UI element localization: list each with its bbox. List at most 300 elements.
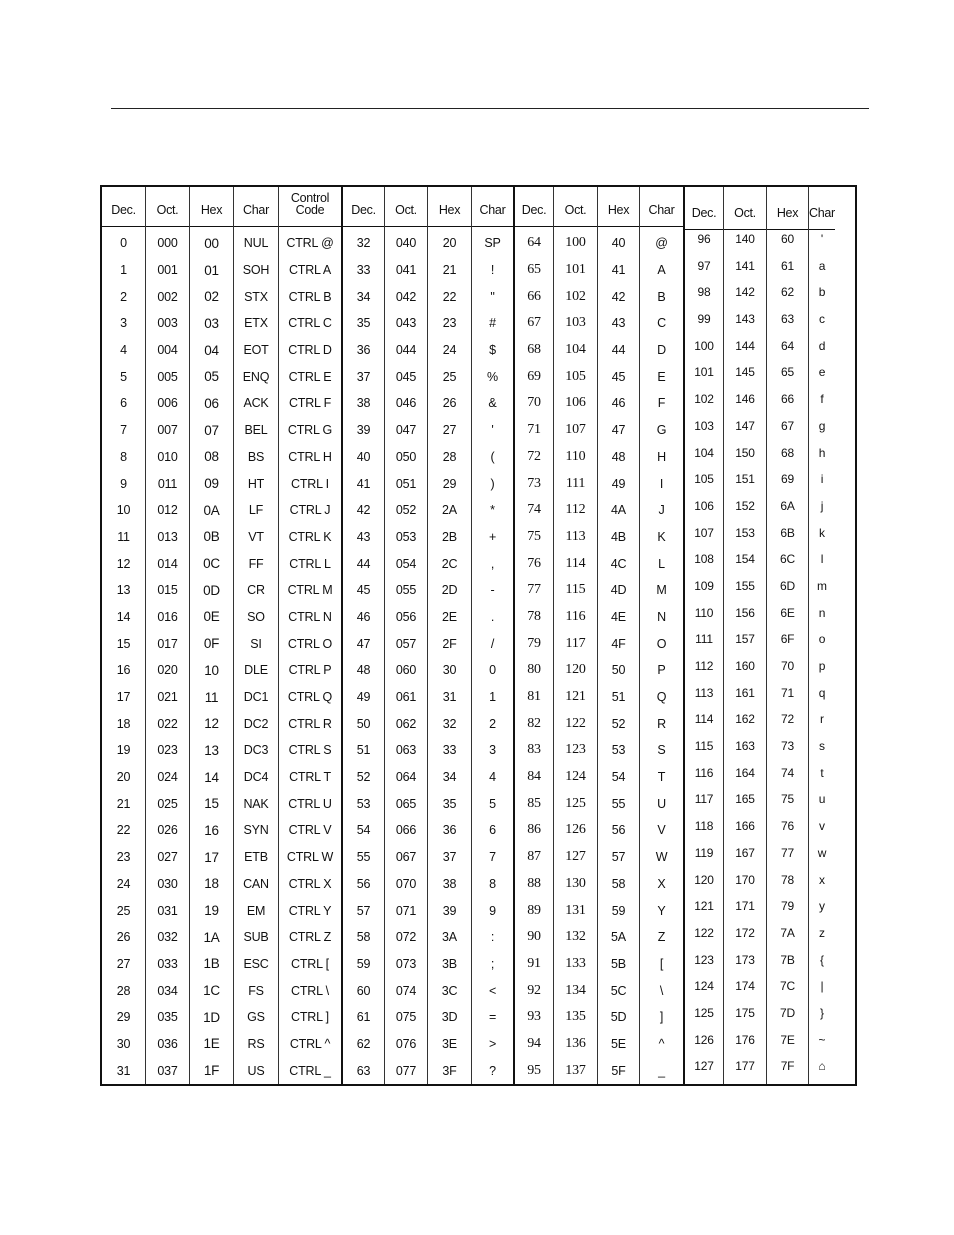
table-cell: 104	[694, 445, 714, 460]
table-cell: 061	[395, 690, 417, 705]
table-cell: 12	[116, 556, 131, 571]
table-cell: CTRL I	[291, 476, 329, 491]
table-cell: 78	[527, 608, 541, 624]
table-cell: I	[659, 476, 664, 491]
table-cell: N	[657, 609, 666, 624]
table-cell: 83	[527, 742, 541, 758]
table-cell: 031	[157, 903, 178, 918]
table-cell: B	[657, 289, 666, 304]
table-cell: $	[489, 343, 496, 358]
table-cell: 070	[395, 876, 417, 891]
table-cell: 39	[356, 423, 371, 438]
table-cell: 53	[356, 796, 371, 811]
oct-header: Oct.	[146, 187, 189, 227]
table-cell: 0D	[203, 582, 220, 598]
table-cell: 92	[527, 982, 541, 998]
table-cell: %	[487, 369, 498, 384]
table-cell: u	[818, 792, 826, 807]
table-cell: 3A	[442, 930, 457, 945]
control-code-column	[278, 187, 341, 1084]
table-cell: CTRL ]	[291, 1010, 329, 1025]
table-cell: 48	[356, 663, 371, 678]
table-cell: 44	[356, 556, 371, 571]
table-cell: NUL	[243, 236, 269, 251]
table-cell: 11	[204, 689, 219, 705]
table-cell: 4	[489, 770, 496, 785]
block-96-127	[683, 187, 835, 1084]
table-cell: 82	[527, 715, 541, 731]
table-cell: 21	[116, 796, 131, 811]
table-cell: 28	[442, 449, 457, 464]
table-cell: 78	[781, 872, 794, 887]
table-cell: 120	[565, 662, 586, 678]
table-cell: 135	[565, 1009, 586, 1025]
table-cell: F	[657, 396, 666, 411]
table-cell: 164	[735, 765, 755, 780]
table-cell: CTRL @	[286, 236, 334, 251]
table-cell: 3	[120, 316, 127, 331]
table-cell: DC4	[243, 770, 269, 785]
hex-header: Hex	[428, 187, 471, 227]
table-cell: CR	[247, 583, 265, 598]
table-cell: 147	[735, 418, 755, 433]
table-cell: 0	[120, 236, 127, 251]
table-cell: 111	[695, 632, 713, 647]
table-cell: 114	[565, 555, 586, 571]
table-cell: 75	[781, 792, 794, 807]
table-cell: 166	[735, 819, 755, 834]
table-cell: 4	[120, 343, 127, 358]
table-cell: 3F	[442, 1063, 457, 1078]
table-cell: T	[657, 770, 666, 785]
table-cell: 74	[781, 765, 794, 780]
table-cell: SYN	[243, 823, 269, 838]
table-cell: 154	[735, 552, 755, 567]
table-cell: 4B	[611, 529, 626, 544]
table-cell: 55	[611, 796, 626, 811]
table-cell: 075	[395, 1010, 417, 1025]
table-cell: CTRL E	[288, 369, 332, 384]
table-cell: 116	[565, 608, 586, 624]
table-cell: !	[490, 263, 495, 278]
hex-column	[597, 187, 639, 1084]
table-cell: 119	[694, 845, 714, 860]
table-cell: 31	[442, 690, 457, 705]
table-cell: 0	[489, 663, 496, 678]
table-cell: CTRL ^	[289, 1036, 331, 1051]
table-cell: 106	[565, 395, 586, 411]
table-cell: {	[820, 952, 824, 967]
table-cell: 22	[442, 289, 457, 304]
table-cell: P	[657, 663, 666, 678]
table-cell: l	[820, 552, 824, 567]
table-cell: 064	[395, 770, 417, 785]
table-cell: CTRL X	[288, 876, 332, 891]
table-cell: b	[818, 285, 826, 300]
table-cell: 39	[442, 903, 457, 918]
table-cell: 004	[157, 343, 178, 358]
table-cell: 41	[611, 263, 626, 278]
table-cell: :	[490, 930, 495, 945]
table-cell: SOH	[242, 263, 270, 278]
table-cell: 52	[356, 770, 371, 785]
table-cell: 012	[157, 503, 178, 518]
block-64-95	[513, 187, 683, 1084]
table-cell: CTRL T	[289, 770, 331, 785]
table-cell: 051	[395, 476, 417, 491]
table-cell: 176	[735, 1032, 755, 1047]
table-cell: 60	[781, 232, 794, 246]
table-cell: 40	[356, 449, 371, 464]
table-cell: 4E	[611, 609, 626, 624]
table-cell: 79	[527, 635, 541, 651]
table-cell: &	[488, 396, 497, 411]
table-cell: 34	[442, 770, 457, 785]
table-cell: Q	[656, 690, 667, 705]
table-cell: 45	[356, 583, 371, 598]
table-cell: 6D	[780, 578, 795, 593]
hex-column	[189, 187, 233, 1084]
table-cell: LF	[248, 503, 264, 518]
table-cell: 7D	[780, 1005, 795, 1020]
table-cell: 29	[116, 1010, 131, 1025]
char-header: Char	[809, 187, 835, 230]
char-column	[233, 187, 278, 1084]
table-cell: 01	[204, 262, 219, 278]
table-cell: 00	[204, 235, 219, 251]
table-cell: 067	[395, 850, 417, 865]
table-cell: CTRL F	[288, 396, 332, 411]
control-code-header	[279, 187, 341, 227]
table-cell: C	[657, 316, 666, 331]
table-cell: 49	[611, 476, 626, 491]
table-cell: 042	[395, 289, 417, 304]
table-cell: 020	[157, 663, 178, 678]
table-cell: ESC	[243, 956, 269, 971]
table-cell: 016	[157, 609, 178, 624]
table-cell: 89	[527, 902, 541, 918]
table-cell: 73	[781, 739, 794, 754]
table-cell: 5A	[611, 930, 626, 945]
table-cell: BS	[247, 449, 265, 464]
table-cell: GS	[247, 1010, 265, 1025]
table-cell: S	[657, 743, 666, 758]
table-cell: 46	[356, 609, 371, 624]
table-cell: 61	[356, 1010, 371, 1025]
table-cell: 057	[395, 636, 417, 651]
table-cell: 022	[157, 716, 178, 731]
table-cell: 4D	[610, 583, 627, 598]
table-cell: c	[819, 312, 825, 327]
table-cell: 4F	[611, 636, 626, 651]
table-cell: 3D	[441, 1010, 458, 1025]
table-cell: CTRL O	[287, 636, 333, 651]
table-cell: e	[818, 365, 826, 380]
table-cell: (	[490, 449, 495, 464]
table-cell: 51	[611, 690, 626, 705]
table-cell: 08	[204, 449, 219, 465]
table-cell: x	[819, 872, 825, 887]
dec-header: Dec.	[102, 187, 145, 227]
table-cell: 046	[395, 396, 417, 411]
table-cell: [	[659, 956, 664, 971]
table-cell: SP	[484, 236, 501, 251]
table-cell: '	[491, 423, 494, 438]
table-cell: 99	[697, 312, 711, 327]
table-cell: FF	[248, 556, 264, 571]
table-cell: 0E	[203, 609, 220, 625]
table-cell: X	[657, 876, 666, 891]
table-cell: HT	[247, 476, 265, 491]
table-cell: CTRL G	[287, 423, 333, 438]
table-cell: 7B	[780, 952, 795, 967]
table-cell: 121	[565, 689, 586, 705]
table-cell: *	[490, 503, 495, 518]
table-cell: 111	[565, 475, 586, 491]
table-cell: DC1	[243, 690, 269, 705]
table-cell: 97	[697, 258, 711, 273]
table-cell: 7C	[780, 979, 795, 994]
table-cell: SI	[250, 636, 262, 651]
table-cell: 94	[527, 1035, 541, 1051]
table-cell: 2B	[442, 529, 457, 544]
table-cell: K	[657, 529, 666, 544]
table-cell: 7F	[780, 1059, 795, 1074]
table-cell: 1B	[203, 956, 220, 972]
table-cell: 98	[697, 285, 711, 300]
table-cell: 2F	[442, 636, 457, 651]
table-cell: 122	[694, 925, 714, 940]
table-cell: 3	[489, 743, 496, 758]
table-cell: 58	[356, 930, 371, 945]
table-cell: 54	[611, 770, 626, 785]
table-cell: 047	[395, 423, 417, 438]
table-cell: 87	[527, 849, 541, 865]
table-cell: /	[490, 636, 495, 651]
table-cell: 033	[157, 956, 178, 971]
hex-header: Hex	[190, 187, 233, 227]
table-cell: 63	[781, 312, 794, 327]
table-cell: 114	[694, 712, 714, 727]
table-cell: 165	[735, 792, 755, 807]
table-cell: 116	[694, 765, 714, 780]
table-cell: 065	[395, 796, 417, 811]
table-cell: >	[488, 1036, 497, 1051]
table-cell: 41	[356, 476, 371, 491]
table-cell: 040	[395, 236, 417, 251]
table-cell: 101	[565, 262, 586, 278]
table-cell: f	[820, 392, 824, 407]
table-cell: ETB	[244, 850, 268, 865]
table-cell: CTRL R	[288, 716, 332, 731]
dec-column	[515, 187, 553, 1084]
table-cell: 47	[611, 423, 626, 438]
table-cell: v	[819, 819, 825, 834]
table-cell: 65	[781, 365, 794, 380]
table-cell: 37	[356, 369, 371, 384]
table-cell: 21	[442, 263, 457, 278]
table-cell: 31	[116, 1063, 131, 1078]
table-cell: 2C	[441, 556, 458, 571]
table-cell: 17	[116, 690, 131, 705]
table-cell: 023	[157, 743, 178, 758]
char-column	[808, 187, 835, 1084]
table-cell: CTRL A	[288, 263, 332, 278]
table-cell: NAK	[243, 796, 269, 811]
table-cell: 000	[157, 236, 178, 251]
table-cell: .	[490, 609, 495, 624]
table-cell: CTRL Z	[288, 930, 332, 945]
hex-header: Hex	[767, 187, 808, 230]
table-cell: E	[657, 369, 666, 384]
table-cell: 29	[442, 476, 457, 491]
table-cell: 002	[157, 289, 178, 304]
table-cell: 66	[781, 392, 794, 407]
table-cell: 104	[565, 342, 586, 358]
table-cell: H	[657, 449, 666, 464]
table-cell: p	[818, 659, 826, 673]
table-cell: 100	[694, 338, 714, 353]
table-cell: 46	[611, 396, 626, 411]
table-cell: 02	[204, 289, 219, 305]
table-cell: k	[819, 525, 825, 540]
table-cell: 054	[395, 556, 417, 571]
table-cell: D	[657, 343, 666, 358]
table-cell: 131	[565, 902, 586, 918]
table-cell: 84	[527, 769, 541, 785]
table-cell: 071	[395, 903, 417, 918]
table-cell: 118	[694, 819, 714, 834]
table-cell: 22	[116, 823, 131, 838]
table-cell: 127	[565, 849, 586, 865]
table-cell: 62	[781, 285, 794, 300]
table-cell: 70	[527, 395, 541, 411]
table-cell: 30	[116, 1036, 131, 1051]
table-cell: CTRL J	[289, 503, 331, 518]
table-cell: 86	[527, 822, 541, 838]
table-cell: )	[490, 476, 495, 491]
table-cell: CTRL H	[288, 449, 332, 464]
table-cell: 6	[489, 823, 496, 838]
table-cell: 106	[694, 498, 714, 513]
table-cell: 145	[735, 365, 755, 380]
table-cell: RS	[247, 1036, 265, 1051]
table-cell: 5D	[610, 1010, 627, 1025]
hex-column	[427, 187, 471, 1084]
table-cell: 123	[694, 952, 714, 967]
table-cell: 010	[157, 449, 178, 464]
table-cell: 62	[356, 1036, 371, 1051]
table-cell: CTRL P	[288, 663, 332, 678]
table-cell: ACK	[243, 396, 269, 411]
table-cell: 5B	[611, 956, 626, 971]
table-cell: 6B	[780, 525, 795, 540]
table-cell: 11	[117, 529, 130, 544]
table-cell: 021	[157, 690, 178, 705]
table-cell: 18	[116, 716, 131, 731]
table-cell: 52	[611, 716, 626, 731]
table-cell: '	[820, 232, 823, 246]
table-cell: y	[819, 899, 825, 914]
table-cell: EM	[246, 903, 266, 918]
table-cell: 143	[735, 312, 755, 327]
table-cell: 113	[565, 528, 586, 544]
ascii-table	[100, 185, 857, 1086]
table-cell: 51	[356, 743, 371, 758]
table-cell: 2	[489, 716, 496, 731]
control-header-line2: Code	[295, 203, 325, 217]
table-cell: 8	[489, 876, 496, 891]
table-cell: 102	[694, 392, 714, 407]
table-cell: 6F	[780, 632, 795, 647]
table-cell: 13	[204, 742, 219, 758]
table-cell: 1D	[203, 1009, 220, 1025]
table-cell: 001	[157, 263, 178, 278]
table-cell: 171	[735, 899, 755, 914]
table-cell: 40	[611, 236, 626, 251]
table-cell: 073	[395, 956, 417, 971]
table-cell: CTRL V	[288, 823, 332, 838]
table-cell: 072	[395, 930, 417, 945]
table-cell: 3B	[442, 956, 457, 971]
table-cell: -	[490, 583, 495, 598]
table-cell: 19	[204, 903, 219, 919]
table-cell: 035	[157, 1010, 178, 1025]
table-cell: 050	[395, 449, 417, 464]
table-cell: 112	[565, 502, 586, 518]
char-column	[471, 187, 513, 1084]
table-cell: 38	[356, 396, 371, 411]
table-cell: 026	[157, 823, 178, 838]
table-cell: 156	[735, 605, 755, 620]
table-cell: 60	[356, 983, 371, 998]
table-cell: 19	[116, 743, 131, 758]
table-cell: 96	[697, 232, 711, 246]
table-cell: 38	[442, 876, 457, 891]
table-cell: 04	[204, 342, 219, 358]
table-cell: 043	[395, 316, 417, 331]
table-cell: 0C	[203, 556, 220, 572]
table-cell: 36	[356, 343, 371, 358]
table-cell: STX	[244, 289, 268, 304]
table-cell: 64	[527, 235, 541, 251]
table-cell: 23	[116, 850, 131, 865]
table-cell: US	[247, 1063, 265, 1078]
table-cell: 18	[204, 876, 219, 892]
table-cell: 115	[694, 739, 714, 754]
table-cell: 122	[565, 715, 586, 731]
table-cell: 121	[694, 899, 714, 914]
table-cell: DC3	[243, 743, 269, 758]
table-cell: 09	[204, 476, 219, 492]
table-cell: O	[656, 636, 667, 651]
table-cell: 025	[157, 796, 178, 811]
dec-header: Dec.	[685, 187, 723, 230]
table-cell: 5F	[611, 1063, 626, 1078]
table-cell: 63	[356, 1063, 371, 1078]
table-cell: A	[657, 263, 666, 278]
table-cell: 79	[781, 899, 794, 914]
table-cell: 1F	[203, 1063, 220, 1079]
table-cell: 07	[204, 422, 219, 438]
table-cell: 81	[527, 689, 541, 705]
table-cell: CTRL N	[288, 609, 332, 624]
table-cell: d	[818, 338, 826, 353]
table-cell: 32	[356, 236, 371, 251]
table-cell: 108	[694, 552, 714, 567]
table-cell: 037	[157, 1063, 178, 1078]
char-header: Char	[234, 187, 278, 227]
